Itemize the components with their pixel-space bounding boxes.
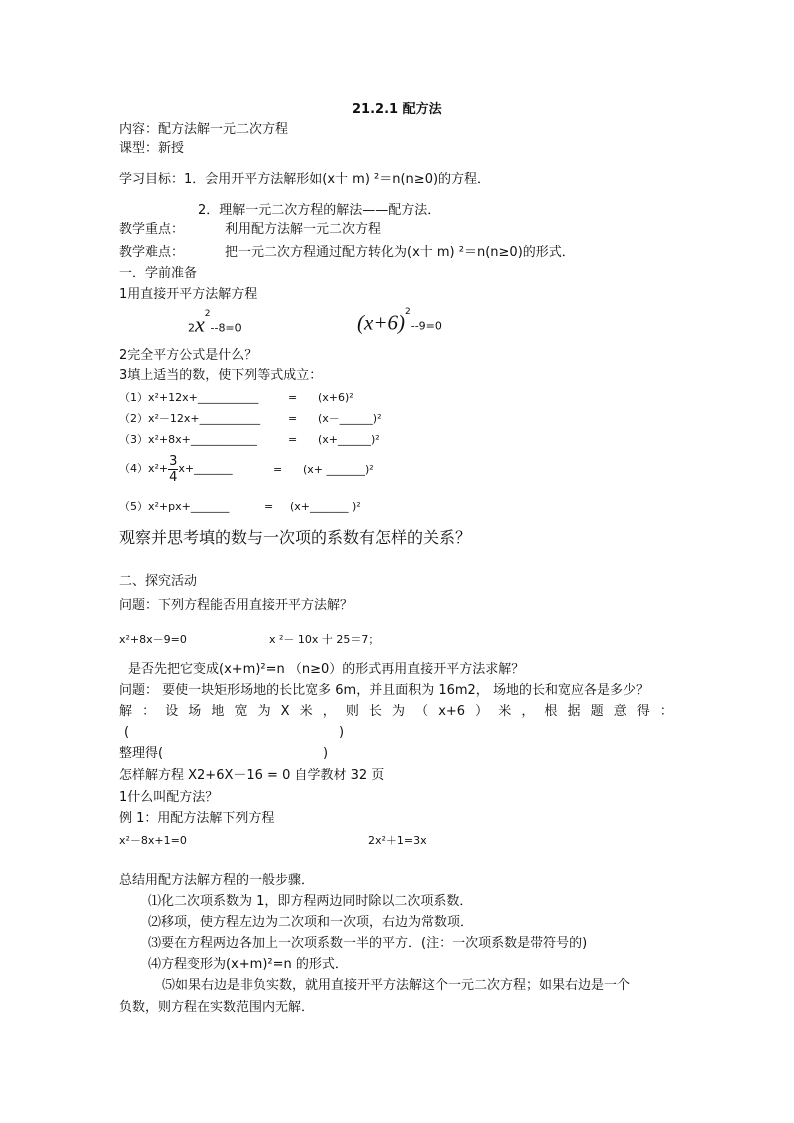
eq1-rest: --8=0 <box>210 321 242 335</box>
fill-4-right: (x+ _______)² <box>303 463 374 476</box>
content-line: 内容：配方法解一元二次方程 <box>119 122 289 137</box>
step-1: ⑴化二次项系数为 1，即方程两边同时除以二次项系数． <box>148 894 473 909</box>
solution-token: ： <box>659 704 673 719</box>
eq2-exponent: 2 <box>404 307 411 317</box>
summary-heading: 总结用配方法解方程的一般步骤． <box>119 873 315 888</box>
solution-token: ， <box>322 704 336 719</box>
difficulty-text: 把一元二次方程通过配方转化为(x十 m) ²＝n(n≥0)的形式． <box>225 245 575 260</box>
organize-close: ) <box>323 746 329 761</box>
solution-paren-close: ) <box>339 725 345 740</box>
step-5b: 负数，则方程在实数范围内无解． <box>119 1000 315 1015</box>
question-2: 2完全平方公式是什么？ <box>119 348 258 363</box>
equation-2 <box>357 307 442 340</box>
solution-token: 米 <box>498 704 512 719</box>
key-text: 利用配方法解一元二次方程 <box>225 222 382 237</box>
organize-line: 整理得( <box>119 746 164 761</box>
fill-4-suffix: x+_______ <box>178 462 233 475</box>
solution-token: 设 <box>165 704 179 719</box>
fill-3-left: （3）x²+8x+____________ <box>119 433 257 446</box>
fill-1-right: (x+6)² <box>318 391 354 404</box>
example-heading: 例 1：用配方法解下列方程 <box>119 811 275 826</box>
eq1-variable: x <box>195 311 205 337</box>
step-2: ⑵移项，使方程左边为二次项和一次项，右边为常数项． <box>148 915 474 930</box>
question-1: 1用直接开平方法解方程 <box>119 287 258 302</box>
fill-2-equals: = <box>288 412 298 425</box>
solution-token: （ <box>415 704 429 719</box>
equation-a: x²+8x－9=0 <box>119 633 187 646</box>
fraction-denominator: 4 <box>169 469 178 485</box>
eq1-exponent: 2 <box>204 309 211 319</box>
eq1-coefficient: 2 <box>188 321 195 335</box>
step-3: ⑶要在方程两边各加上一次项系数一半的平方．(注：一次项系数是带符号的) <box>148 936 588 951</box>
solution-token: 米 <box>299 704 313 719</box>
solution-token: 场 <box>188 704 202 719</box>
lesson-type-line: 课型：新授 <box>119 141 185 156</box>
example-equation-2: 2x²＋1=3x <box>368 834 427 847</box>
how-to-solve-line: 怎样解方程 X2+6X－16 = 0 自学教材 32 页 <box>119 768 385 783</box>
solution-token: 宽 <box>234 704 248 719</box>
difficulty-label: 教学难点： <box>119 245 185 260</box>
eq2-base: (x+6) <box>357 310 405 335</box>
solution-token: 据 <box>567 704 581 719</box>
equation-b: x ²－ 10x 十 25＝7； <box>269 633 380 646</box>
transform-question: 是否先把它变成(x+m)²=n （n≥0）的形式再用直接开平方法求解？ <box>128 662 525 677</box>
solution-token: 为 <box>392 704 406 719</box>
solution-token: 为 <box>257 704 271 719</box>
fraction-numerator: 3 <box>169 453 178 469</box>
goal-2: 2．理解一元二次方程的解法——配方法． <box>198 203 441 218</box>
page-title: 21.2.1 配方法 <box>352 102 442 117</box>
step-4: ⑷方程变形为(x+m)²=n 的形式． <box>148 957 348 972</box>
solution-token: 根 <box>544 704 558 719</box>
fill-5-right: (x+_______ )² <box>290 500 361 513</box>
solution-token: X <box>280 704 290 719</box>
fill-4-prefix: （4）x²+ <box>119 462 169 475</box>
fill-1-equals: = <box>288 391 298 404</box>
section-1-heading: 一．学前准备 <box>119 266 198 281</box>
question-3: 3填上适当的数，使下列等式成立： <box>119 368 323 383</box>
fill-3-right: (x+______)² <box>318 433 380 446</box>
solution-token: ： <box>142 704 156 719</box>
fill-3-equals: = <box>288 433 298 446</box>
solution-token: 得 <box>636 704 650 719</box>
goal-1: 学习目标：1．会用开平方法解形如(x十 m) ²＝n(n≥0)的方程． <box>119 172 491 187</box>
problem-2: 问题： 要使一块矩形场地的长比宽多 6m，并且面积为 16m2， 场地的长和宽应各是多少？ <box>119 683 649 698</box>
solution-token: 则 <box>345 704 359 719</box>
solution-line <box>119 704 673 720</box>
fill-5-equals: = <box>264 500 274 513</box>
solution-token: 意 <box>613 704 627 719</box>
fill-2-right: (x－______)² <box>318 412 382 425</box>
fill-1-left: （1）x²+12x+___________ <box>119 391 259 404</box>
fill-4-fraction <box>168 454 178 485</box>
solution-token: 解 <box>119 704 133 719</box>
section-2-heading: 二、探究活动 <box>119 574 198 589</box>
solution-token: x+6 <box>438 704 466 719</box>
solution-token: ） <box>475 704 489 719</box>
solution-token: ， <box>521 704 535 719</box>
eq2-rest: --9=0 <box>410 319 442 333</box>
example-equation-1: x²－8x+1=0 <box>119 834 187 847</box>
solution-token: 题 <box>590 704 604 719</box>
equation-1 <box>188 309 242 340</box>
problem-1: 问题：下列方程能否用直接开平方法解？ <box>119 598 354 613</box>
key-label: 教学重点： <box>119 222 185 237</box>
step-5a: ⑸如果右边是非负实数，就用直接开平方法解这个一元二次方程；如果右边是一个 <box>162 978 631 993</box>
solution-paren-open: ( <box>124 725 130 740</box>
solution-token: 长 <box>368 704 382 719</box>
fill-4-equals: = <box>273 463 283 476</box>
observe-question: 观察并思考填的数与一次项的系数有怎样的关系？ <box>119 528 472 547</box>
fill-2-left: （2）x²－12x+___________ <box>119 412 261 425</box>
what-is-question: 1什么叫配方法？ <box>119 790 219 805</box>
solution-token: 地 <box>211 704 225 719</box>
fill-4-row <box>119 451 233 487</box>
fill-5-left: （5）x²+px+_______ <box>119 500 230 513</box>
